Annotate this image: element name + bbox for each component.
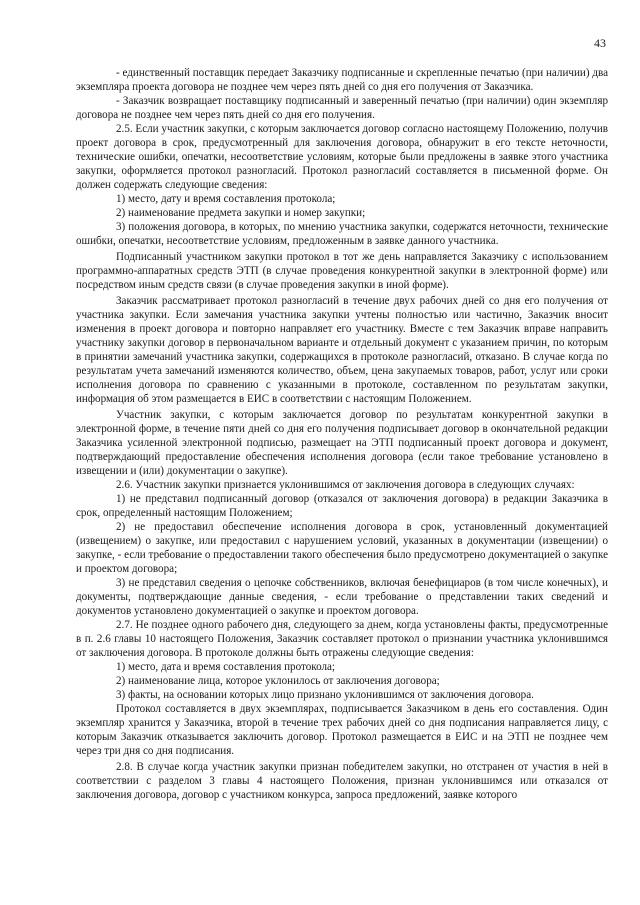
document-body <box>76 66 608 802</box>
list-item: 3) положения договора, в которых, по мнению участника закупки, содержатся неточности, технические ошибки, опечатки, несоответствие условиям, предложенным в заявке данного участника. <box>76 221 608 247</box>
list-item: 2) не предоставил обеспечение исполнения договора в срок, установленный документацией (извещением) о закупке, или предоставил с нарушением условий, указанных в документации (извещении) о закупке, - если требование о предоставлении такого обеспечения было предусмотрено документацией о закупке и проектом договора; <box>76 521 608 575</box>
list-item: 1) место, дату и время составления протокола; <box>116 193 336 205</box>
page-number: 43 <box>594 36 606 50</box>
paragraph: 2.8. В случае когда участник закупки признан победителем закупки, но отстранен от участия в ней в соответствии с разделом 3 главы 4 настоящего Положения, признан уклонившимся или отказался от заключения договора, договор с участником конкурса, запроса предложений, заявке которого <box>76 761 608 801</box>
paragraph: Участник закупки, с которым заключается договор по результатам конкурентной закупки в электронной форме, в течение пяти дней со дня его получения подписывает договор в окончательной редакции Заказчика усиленной электронной подписью, размещает на ЭТП подписанный проект договора и документ, подтверждающий предоставление обеспечения исполнения договора (если такое требование установлено в извещении и (или) документации о закупке). <box>76 409 608 477</box>
paragraph: Протокол составляется в двух экземплярах, подписывается Заказчиком в день его составления. Один экземпляр хранится у Заказчика, второй в течение трех рабочих дней со дня подписания направляется лицу, с которым Заказчик отказывается заключить договор. Протокол размещается в ЕИС и на ЭТП не позднее чем через три дня со дня подписания. <box>76 703 608 757</box>
paragraph: Подписанный участником закупки протокол в тот же день направляется Заказчику с использованием программно-аппаратных средств ЭТП (в случае проведения конкурентной закупки в электронной форме) или посредством иным средств связи (в случае проведения закупки в иной форме). <box>76 251 608 291</box>
paragraph: - Заказчик возвращает поставщику подписанный и заверенный печатью (при наличии) один экземпляр договора не позднее чем через пять дней со дня его получения. <box>76 95 608 121</box>
paragraph: - единственный поставщик передает Заказчику подписанные и скрепленные печатью (при наличии) два экземпляра проекта договора не позднее чем через пять дней со дня его получения от Заказчика. <box>76 67 608 93</box>
paragraph: 2.6. Участник закупки признается уклонившимся от заключения договора в следующих случаях: <box>116 479 575 491</box>
list-item: 2) наименование предмета закупки и номер закупки; <box>116 207 366 219</box>
list-item: 2) наименование лица, которое уклонилось от заключения договора; <box>116 675 440 687</box>
list-item: 3) факты, на основании которых лицо признано уклонившимся от заключения договора. <box>116 689 534 701</box>
paragraph: Заказчик рассматривает протокол разногласий в течение двух рабочих дней со дня его получения от участника закупки. Если замечания участника закупки учтены полностью или частично, Заказчик вносит изменения в проект договора и повторно направляет его участнику. Вместе с тем Заказчик вправе направить участнику закупки договор в первоначальном варианте и отдельный документ с указанием причин, по которым в принятии замечаний участника закупки, содержащихся в протоколе разногласий, отказано. В случае когда по результатам учета замечаний изменяются количество, объем, цена закупаемых товаров, работ, услуг или сроки исполнения договора по сравнению с указанными в протоколе, составленном по результатам закупки, информация об этом размещается в ЕИС в соответствии с настоящим Положением. <box>76 295 608 405</box>
list-item: 1) место, дата и время составления протокола; <box>116 661 336 673</box>
list-item: 1) не представил подписанный договор (отказался от заключения договора) в редакции Заказчика в срок, определенный настоящим Положением; <box>76 493 608 519</box>
list-item: 3) не представил сведения о цепочке собственников, включая бенефициаров (в том числе конечных), и документы, подтверждающие данные сведения, - если требование о представлении таких сведений и документов установлено документацией о закупке и проектом договора. <box>76 577 608 617</box>
paragraph: 2.5. Если участник закупки, с которым заключается договор согласно настоящему Положению, получив проект договора в срок, предусмотренный для заключения договора, обнаружит в его тексте неточности, технические ошибки, опечатки, несоответствие условиям, которые были предложены в заявке этого участника закупки, оформляется протокол разногласий. Протокол разногласий составляется в письменной форме. Он должен содержать следующие сведения: <box>76 123 608 191</box>
paragraph: 2.7. Не позднее одного рабочего дня, следующего за днем, когда установлены факты, предусмотренные в п. 2.6 главы 10 настоящего Положения, Заказчик составляет протокол о признании участника уклонившимся от заключения договора. В протоколе должны быть отражены следующие сведения: <box>76 619 608 659</box>
